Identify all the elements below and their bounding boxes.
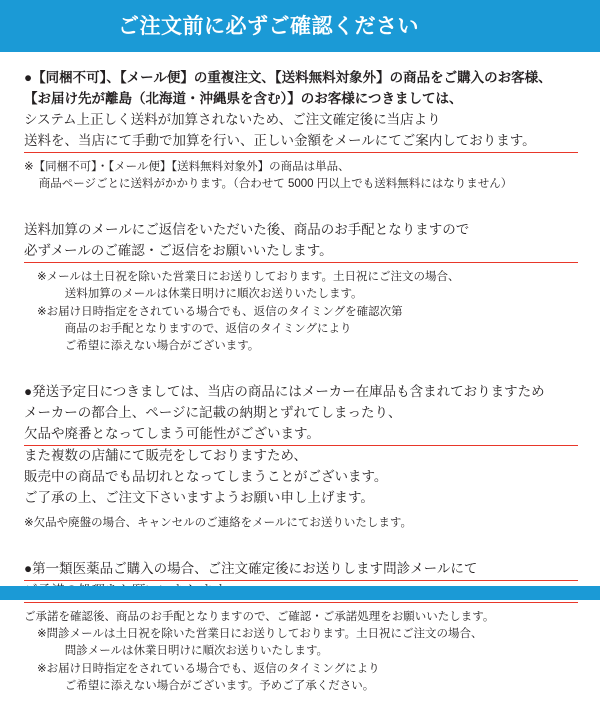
notice-note: 商品ページごとに送料がかかります。（合わせて 5000 円以上でも送料無料にはなりません） bbox=[24, 177, 513, 190]
notice-note: ご希望に添えない場合がございます。予めご了承ください。 bbox=[50, 679, 375, 692]
notice-line: 【お届け先が離島（北海道・沖縄県を含む）】のお客様につきましては、 bbox=[24, 90, 463, 106]
page-title: ご注文前に必ずご確認ください bbox=[118, 14, 419, 38]
notice-note: ※【同梱不可】・【メール便】【送料無料対象外】の商品は単品、 bbox=[24, 160, 350, 173]
notice-note: ご希望に添えない場合がございます。 bbox=[50, 340, 260, 353]
spacer bbox=[24, 369, 578, 382]
notice-line-highlight: ●第一類医薬品ご購入の場合、ご注文確定後にお送りします問診メールにて bbox=[24, 559, 578, 581]
notice-line: 販売中の商品でも品切れとなってしまうことがございます。 bbox=[24, 468, 388, 484]
notice-note: ※お届け日時指定をされている場合でも、返信のタイミングを確認次第 bbox=[37, 305, 403, 318]
section-medicine-consult bbox=[24, 559, 578, 695]
notice-line: また複数の店舗にて販売をしておりますため、 bbox=[24, 448, 307, 464]
notice-note: 送料加算のメールは休業日明けに順次お送りいたします。 bbox=[50, 288, 363, 301]
notice-line: ●【同梱不可】、【メール便】の重複注文、【送料無料対象外】の商品をご購入のお客様、 bbox=[24, 70, 552, 85]
notice-line: ●発送予定日につきましては、当店の商品にはメーカー在庫品も含まれておりますため bbox=[24, 384, 545, 400]
notice-note: ※お届け日時指定をされている場合でも、返信のタイミングにより bbox=[37, 662, 380, 675]
section-delivery-date bbox=[24, 382, 578, 532]
notice-note: 商品のお手配となりますので、返信のタイミングにより bbox=[50, 322, 352, 335]
notice-line: 送料加算のメールにご返信をいただいた後、商品のお手配となりますので bbox=[24, 222, 470, 238]
notice-line: メーカーの都合上、ページに記載の納期とずれてしまったり、 bbox=[24, 405, 402, 421]
notice-note: ※欠品や廃盤の場合、キャンセルのご連絡をメールにてお送りいたします。 bbox=[24, 516, 412, 529]
footer-bar bbox=[0, 586, 600, 600]
notice-note: ご承諾を確認後、商品のお手配となりますので、ご確認・ご承諾処理をお願いいたします。 bbox=[24, 610, 495, 623]
page-header bbox=[0, 0, 600, 52]
notice-note: ※メールは土日祝を除いた営業日にお送りしております。土日祝にご注文の場合、 bbox=[37, 271, 460, 284]
spacer bbox=[24, 207, 578, 220]
notice-line: ご了承の上、ご注文下さいますようお願い申し上げます。 bbox=[24, 489, 374, 505]
notice-line-highlight: 送料を、当店にて手動で加算を行い、正しい金額をメールにてご案内しております。 bbox=[24, 131, 578, 153]
spacer bbox=[24, 546, 578, 559]
notice-content bbox=[0, 52, 600, 719]
notice-note: ※問診メールは土日祝を除いた営業日にお送りしております。土日祝にご注文の場合、 bbox=[37, 628, 483, 641]
notice-line-highlight: 欠品や廃番となってしまう可能性がございます。 bbox=[24, 424, 578, 446]
notice-note: 問診メールは休業日明けに順次お送りいたします。 bbox=[50, 645, 329, 658]
notice-line: システム上正しく送料が加算されないため、ご注文確定後に当店より bbox=[24, 111, 441, 127]
section-reply-required bbox=[24, 220, 578, 355]
notice-line-highlight: 必ずメールのご確認・ご返信をお願いいたします。 bbox=[24, 241, 578, 263]
section-shipping-fee bbox=[24, 68, 578, 193]
